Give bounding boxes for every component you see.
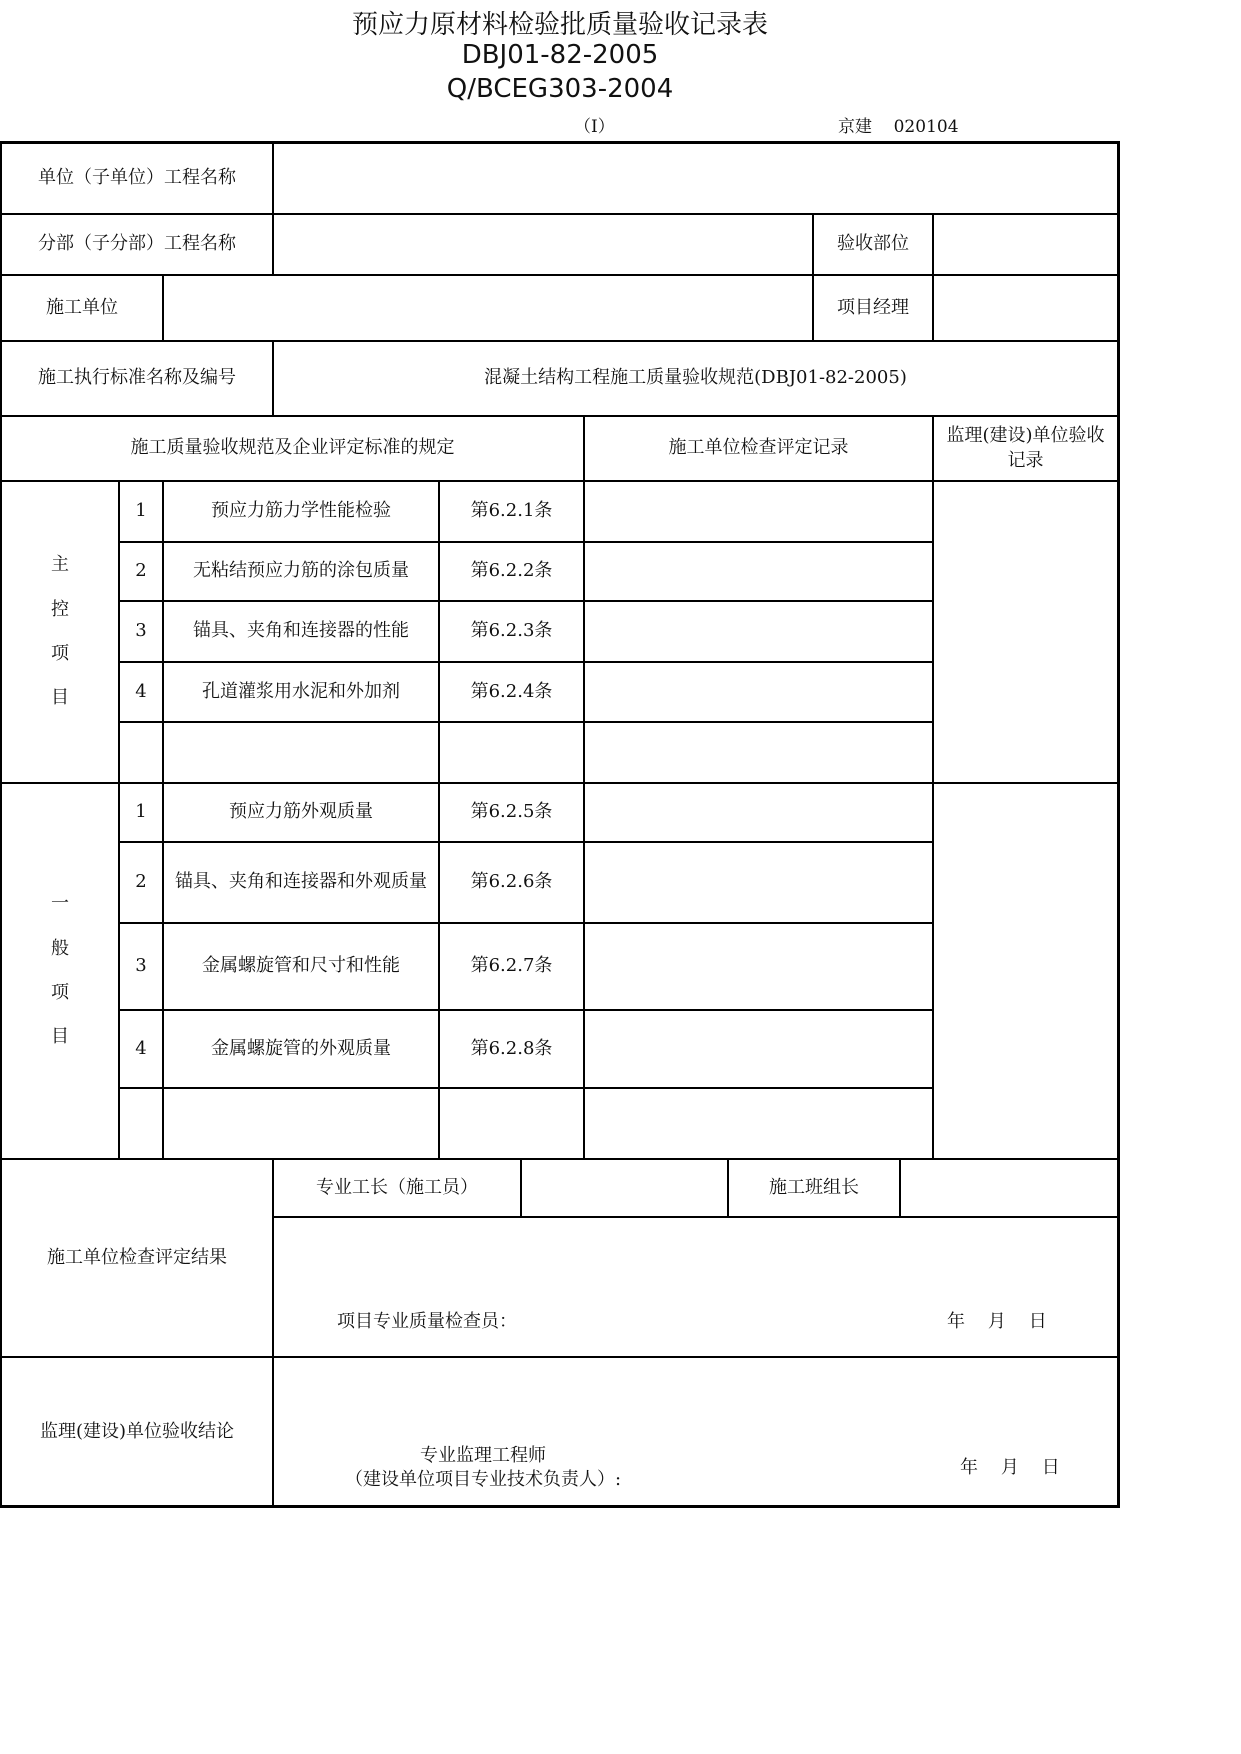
unit-project-label: 单位（子单位）工程名称: [2, 144, 274, 215]
check-record-cell[interactable]: [585, 843, 934, 924]
general-char: 目: [51, 1026, 69, 1048]
contractor-label: 施工单位: [2, 276, 164, 342]
check-record-cell[interactable]: [585, 723, 934, 784]
standard-code-1: DBJ01-82-2005: [461, 40, 659, 70]
general-label: [2, 784, 120, 1160]
team-leader-field[interactable]: [901, 1160, 1117, 1218]
supervisor-column-header: 监理(建设)单位验收记录: [934, 417, 1117, 482]
item-name: [164, 1089, 440, 1160]
main-control-label: [2, 482, 120, 784]
sub-project-field[interactable]: [274, 215, 814, 276]
check-record-cell[interactable]: [585, 924, 934, 1011]
item-name: 金属螺旋管和尺寸和性能: [164, 924, 440, 1011]
sub-project-label: 分部（子分部）工程名称: [2, 215, 274, 276]
foreman-label: 专业工长（施工员）: [274, 1160, 522, 1218]
unit-project-field[interactable]: [274, 144, 1117, 215]
inspection-form: [0, 141, 1120, 1508]
item-clause: 第6.2.1条: [440, 482, 585, 543]
item-number: 4: [120, 663, 164, 723]
item-number: 1: [120, 482, 164, 543]
main-control-char: 项: [51, 643, 69, 664]
owner-technical-lead-label: （建设单位项目专业技术负责人）:: [345, 1469, 622, 1490]
item-number: [120, 1089, 164, 1160]
check-record-column-header: 施工单位检查评定记录: [585, 417, 934, 482]
item-name: 预应力筋力学性能检验: [164, 482, 440, 543]
item-clause: [440, 1089, 585, 1160]
item-name: 孔道灌浆用水泥和外加剂: [164, 663, 440, 723]
accept-part-label: 验收部位: [814, 215, 934, 276]
result-area[interactable]: [274, 1218, 1117, 1358]
main-control-char: 目: [51, 687, 69, 709]
item-number: 3: [120, 602, 164, 663]
item-name: 金属螺旋管的外观质量: [164, 1011, 440, 1089]
item-number: [120, 723, 164, 784]
check-record-cell[interactable]: [585, 784, 934, 843]
item-number: 3: [120, 924, 164, 1011]
form-code: 京建 020104: [838, 117, 959, 137]
main-control-supervisor-record[interactable]: [934, 482, 1117, 784]
item-clause: 第6.2.3条: [440, 602, 585, 663]
check-record-cell[interactable]: [585, 663, 934, 723]
supervisor-engineer-label: 专业监理工程师: [420, 1445, 546, 1466]
check-record-cell[interactable]: [585, 1089, 934, 1160]
item-number: 2: [120, 543, 164, 602]
general-char: 项: [51, 982, 69, 1003]
check-record-cell[interactable]: [585, 1011, 934, 1089]
item-name: [164, 723, 440, 784]
accept-part-field[interactable]: [934, 215, 1117, 276]
main-control-char: 主: [51, 554, 69, 576]
check-record-cell[interactable]: [585, 482, 934, 543]
item-name: 无粘结预应力筋的涂包质量: [164, 543, 440, 602]
item-clause: [440, 723, 585, 784]
item-clause: 第6.2.2条: [440, 543, 585, 602]
item-clause: 第6.2.6条: [440, 843, 585, 924]
item-number: 2: [120, 843, 164, 924]
standard-value: 混凝土结构工程施工质量验收规范(DBJ01-82-2005): [274, 342, 1117, 417]
check-record-cell[interactable]: [585, 543, 934, 602]
item-number: 1: [120, 784, 164, 843]
result-label: 施工单位检查评定结果: [2, 1160, 274, 1358]
pm-label: 项目经理: [814, 276, 934, 342]
item-clause: 第6.2.4条: [440, 663, 585, 723]
foreman-field[interactable]: [522, 1160, 729, 1218]
result-date: 年 月 日: [947, 1311, 1047, 1332]
spec-column-header: 施工质量验收规范及企业评定标准的规定: [2, 417, 585, 482]
item-clause: 第6.2.8条: [440, 1011, 585, 1089]
item-name: 锚具、夹角和连接器和外观质量: [164, 843, 440, 924]
pm-field[interactable]: [934, 276, 1117, 342]
main-control-char: 控: [51, 598, 69, 620]
item-name: 预应力筋外观质量: [164, 784, 440, 843]
item-number: 4: [120, 1011, 164, 1089]
form-title: 预应力原材料检验批质量验收记录表: [351, 10, 768, 40]
inspector-label: 项目专业质量检查员：: [337, 1311, 517, 1332]
contractor-field[interactable]: [164, 276, 814, 342]
item-clause: 第6.2.7条: [440, 924, 585, 1011]
general-supervisor-record[interactable]: [934, 784, 1117, 1160]
general-char: 一: [51, 893, 69, 915]
standard-label: 施工执行标准名称及编号: [2, 342, 274, 417]
general-char: 般: [51, 937, 69, 959]
check-record-cell[interactable]: [585, 602, 934, 663]
team-leader-label: 施工班组长: [729, 1160, 901, 1218]
form-number: （Ⅰ）: [574, 117, 615, 137]
standard-code-2: Q/BCEG303-2004: [446, 74, 674, 104]
item-name: 锚具、夹角和连接器的性能: [164, 602, 440, 663]
conclusion-date: 年 月 日: [960, 1457, 1060, 1478]
item-clause: 第6.2.5条: [440, 784, 585, 843]
conclusion-label: 监理(建设)单位验收结论: [2, 1358, 274, 1506]
